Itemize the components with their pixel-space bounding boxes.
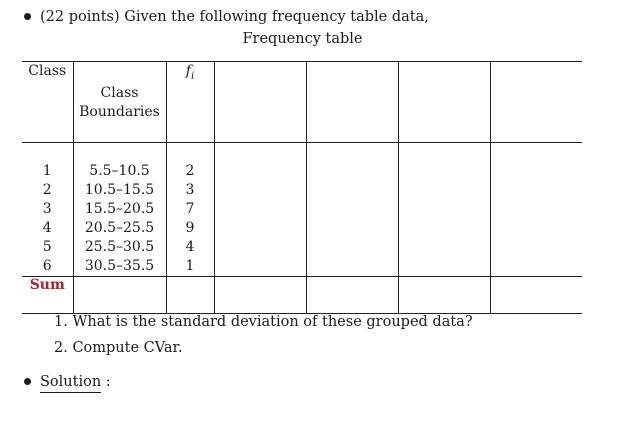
bullet-icon xyxy=(24,378,31,385)
header-row xyxy=(22,62,582,143)
header-empty-col-7 xyxy=(490,62,582,143)
table-row: 3 15.5–20.5 7 xyxy=(22,200,582,219)
question-list xyxy=(54,311,473,363)
solution-label: Solution xyxy=(40,374,101,393)
table-caption: Frequency table xyxy=(242,31,363,47)
header-frequency: $f_i$ xyxy=(166,62,214,143)
sum-label: Sum xyxy=(22,277,73,314)
sum-row xyxy=(22,277,582,314)
table-row: 2 10.5–15.5 3 xyxy=(22,181,582,200)
table-row: 6 30.5–35.5 1 xyxy=(22,257,582,277)
list-item: 1. What is the standard deviation of these grouped data? xyxy=(54,314,473,330)
problem-statement xyxy=(24,9,429,25)
solution-heading: Solution : xyxy=(24,374,111,390)
table-row: 4 20.5–25.5 9 xyxy=(22,219,582,238)
header-empty-col-5 xyxy=(306,62,398,143)
bullet-icon xyxy=(24,13,31,20)
header-empty-col-4 xyxy=(214,62,306,143)
problem-text: (22 points) Given the following frequency table data, xyxy=(40,9,429,25)
header-boundaries: Class Boundaries xyxy=(73,62,166,143)
table-row: 5 25.5–30.5 4 xyxy=(22,238,582,257)
header-class: Class xyxy=(22,62,73,143)
list-item: 2. Compute CVar. xyxy=(54,340,183,356)
header-empty-col-6 xyxy=(398,62,490,143)
frequency-table xyxy=(22,61,582,314)
table-row: 1 5.5–10.5 2 xyxy=(22,143,582,181)
